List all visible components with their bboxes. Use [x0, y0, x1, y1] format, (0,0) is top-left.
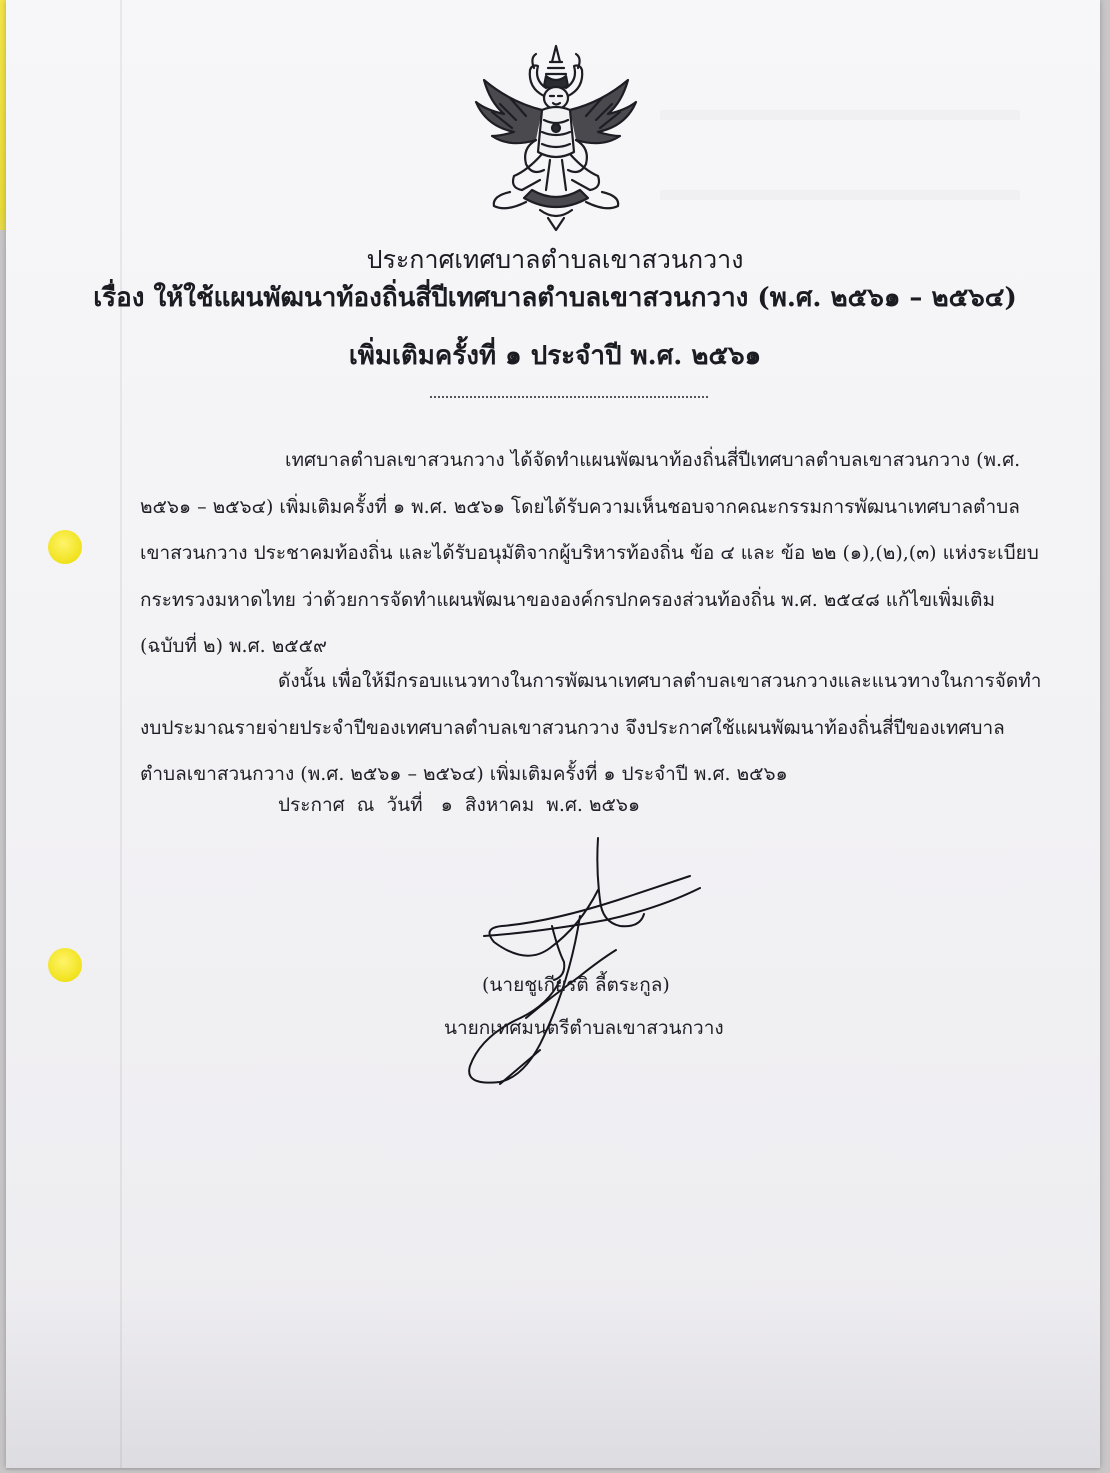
page-shadow — [6, 1290, 1100, 1470]
subject-line-continued: เพิ่มเติมครั้งที่ ๑ ประจำปี พ.ศ. ๒๕๖๑ — [348, 341, 762, 371]
show-through-text — [660, 110, 1020, 200]
paragraph-line: ดังนั้น เพื่อให้มีกรอบแนวทางในการพัฒนาเทศบาลตำบลเขาสวนกวางและแนวทางในการจัดทำ — [278, 670, 1042, 692]
signer-title: นายกเทศมนตรีตำบลเขาสวนกวาง — [444, 1017, 724, 1039]
paragraph-line: ๒๕๖๑ – ๒๕๖๔) เพิ่มเติมครั้งที่ ๑ พ.ศ. ๒๕๖๑ โดยได้รับความเห็นชอบจากคณะกรรมการพัฒนาเทศบาลตำบล — [140, 495, 1020, 518]
paragraph-line: ตำบลเขาสวนกวาง (พ.ศ. ๒๕๖๑ – ๒๕๖๔) เพิ่มเติมครั้งที่ ๑ ประจำปี พ.ศ. ๒๕๖๑ — [140, 763, 788, 785]
punch-hole-top — [48, 530, 82, 564]
punch-hole-bottom — [48, 948, 82, 982]
page-margin-line — [120, 0, 122, 1468]
paragraph-line: กระทรวงมหาดไทย ว่าด้วยการจัดทำแผนพัฒนาขององค์กรปกครองส่วนท้องถิ่น พ.ศ. ๒๕๔๘ แก้ไขเพิ่มเติม — [140, 588, 995, 611]
signature-icon — [430, 830, 720, 1100]
announcement-heading: ประกาศเทศบาลตำบลเขาสวนกวาง — [366, 245, 744, 274]
dotted-divider — [430, 396, 708, 398]
body-paragraph-1 — [140, 437, 1039, 670]
body-paragraph-2 — [140, 658, 1042, 798]
paragraph-line: (ฉบับที่ ๒) พ.ศ. ๒๕๕๙ — [140, 635, 327, 657]
paragraph-line: เทศบาลตำบลเขาสวนกวาง ได้จัดทำแผนพัฒนาท้องถิ่นสี่ปีเทศบาลตำบลเขาสวนกวาง (พ.ศ. — [285, 449, 1021, 471]
paragraph-line: เขาสวนกวาง ประชาคมท้องถิ่น และได้รับอนุมัติจากผู้บริหารท้องถิ่น ข้อ ๔ และ ข้อ ๒๒ (๑),(๒),(๓) แห่งระเบียบ — [140, 542, 1039, 564]
garuda-emblem-icon — [470, 40, 650, 235]
signer-name: (นายชูเกียรติ ลี้ตระกูล) — [482, 974, 670, 996]
subject-line: เรื่อง ให้ใช้แผนพัฒนาท้องถิ่นสี่ปีเทศบาลตำบลเขาสวนกวาง (พ.ศ. ๒๕๖๑ – ๒๕๖๔) — [93, 283, 1017, 313]
announcement-date: ประกาศ ณ วันที่ ๑ สิงหาคม พ.ศ. ๒๕๖๑ — [278, 794, 641, 816]
paragraph-line: งบประมาณรายจ่ายประจำปีของเทศบาลตำบลเขาสวนกวาง จึงประกาศใช้แผนพัฒนาท้องถิ่นสี่ปีของเทศบาล — [140, 716, 1005, 739]
